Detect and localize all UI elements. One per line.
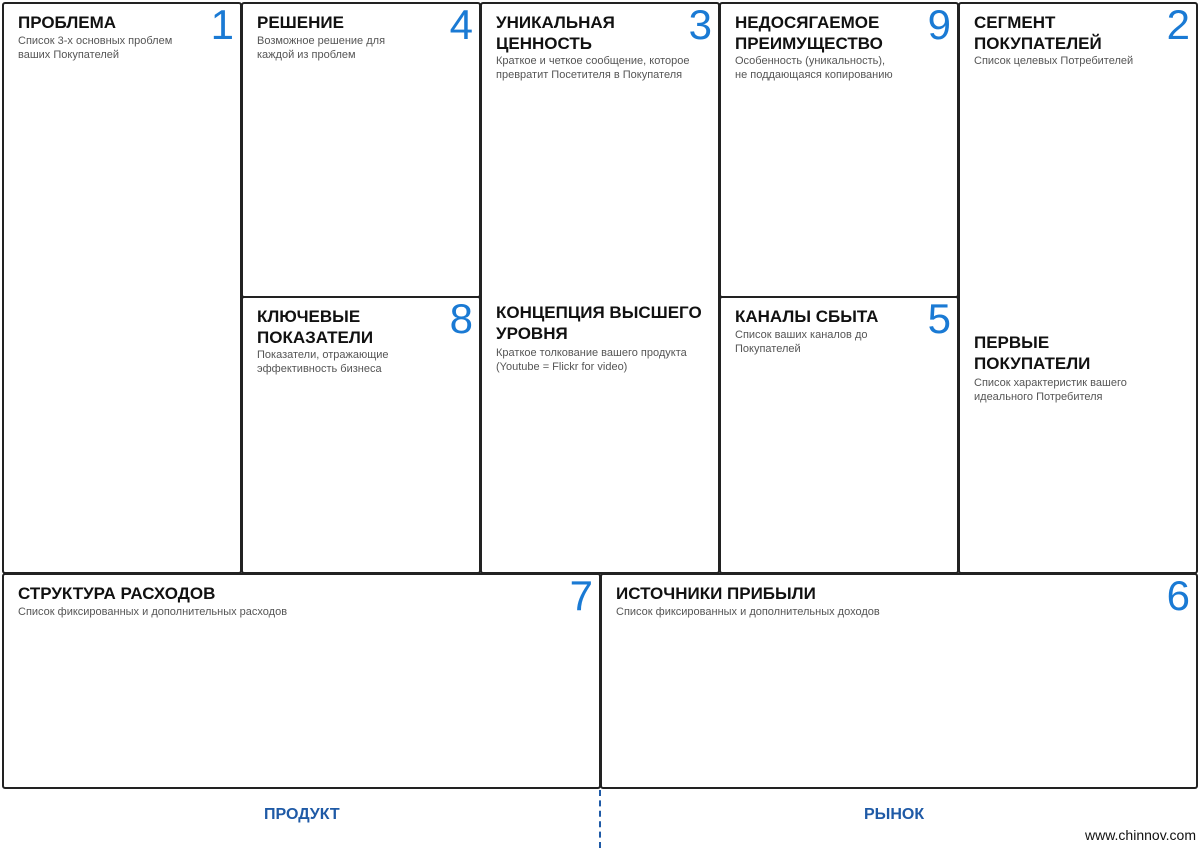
costs-block [2, 573, 601, 789]
segment-number: 2 [1166, 1, 1190, 48]
metrics-block [241, 296, 481, 574]
early-adopters-title: ПЕРВЫЕ ПОКУПАТЕЛИ [974, 333, 1091, 373]
uvp-block [480, 2, 720, 574]
problem-title: ПРОБЛЕМА [18, 13, 117, 32]
concept-title: КОНЦЕПЦИЯ ВЫСШЕГО УРОВНЯ [496, 303, 702, 343]
solution-desc: Возможное решение для каждой из проблем [257, 35, 386, 61]
metrics-title: КЛЮЧЕВЫЕ ПОКАЗАТЕЛИ [257, 307, 374, 347]
uvp-desc: Краткое и четкое сообщение, которое превратит Посетителя в Покупателя [496, 55, 690, 81]
segment-block [958, 2, 1198, 574]
metrics-number: 8 [449, 295, 473, 342]
segment-desc: Список целевых Потребителей [974, 55, 1134, 67]
uvp-title: УНИКАЛЬНАЯ ЦЕННОСТЬ [496, 13, 615, 53]
advantage-block [719, 2, 959, 298]
advantage-desc: Особенность (уникальность), не поддающаяся копированию [735, 55, 893, 81]
costs-title: СТРУКТУРА РАСХОДОВ [18, 584, 216, 603]
revenue-number: 6 [1166, 572, 1190, 619]
product-market-divider [599, 790, 601, 848]
channels-block [719, 296, 959, 574]
channels-number: 5 [927, 295, 951, 342]
revenue-title: ИСТОЧНИКИ ПРИБЫЛИ [616, 584, 816, 603]
early-adopters-desc: Список характеристик вашего идеального Потребителя [974, 377, 1127, 403]
costs-desc: Список фиксированных и дополнительных расходов [18, 606, 288, 618]
site-url: www.chinnov.com [1084, 827, 1196, 843]
problem-number: 1 [210, 1, 234, 48]
channels-desc: Список ваших каналов до Покупателей [735, 329, 868, 355]
segment-title: СЕГМЕНТ ПОКУПАТЕЛЕЙ [974, 13, 1102, 53]
channels-title: КАНАЛЫ СБЫТА [735, 307, 879, 326]
uvp-number: 3 [688, 1, 712, 48]
solution-block [241, 2, 481, 298]
advantage-title: НЕДОСЯГАЕМОЕ ПРЕИМУЩЕСТВО [735, 13, 883, 53]
product-label: ПРОДУКТ [264, 806, 340, 823]
problem-desc: Список 3-х основных проблем ваших Покупателей [18, 35, 173, 61]
solution-number: 4 [449, 1, 473, 48]
costs-number: 7 [569, 572, 593, 619]
concept-desc: Краткое толкование вашего продукта (Youtube = Flickr for video) [496, 347, 687, 373]
metrics-desc: Показатели, отражающие эффективность бизнеса [257, 349, 389, 375]
advantage-number: 9 [927, 1, 951, 48]
market-label: РЫНОК [864, 806, 925, 823]
problem-block [2, 2, 242, 574]
revenue-desc: Список фиксированных и дополнительных доходов [616, 606, 880, 618]
solution-title: РЕШЕНИЕ [257, 13, 344, 32]
revenue-block [600, 573, 1198, 789]
